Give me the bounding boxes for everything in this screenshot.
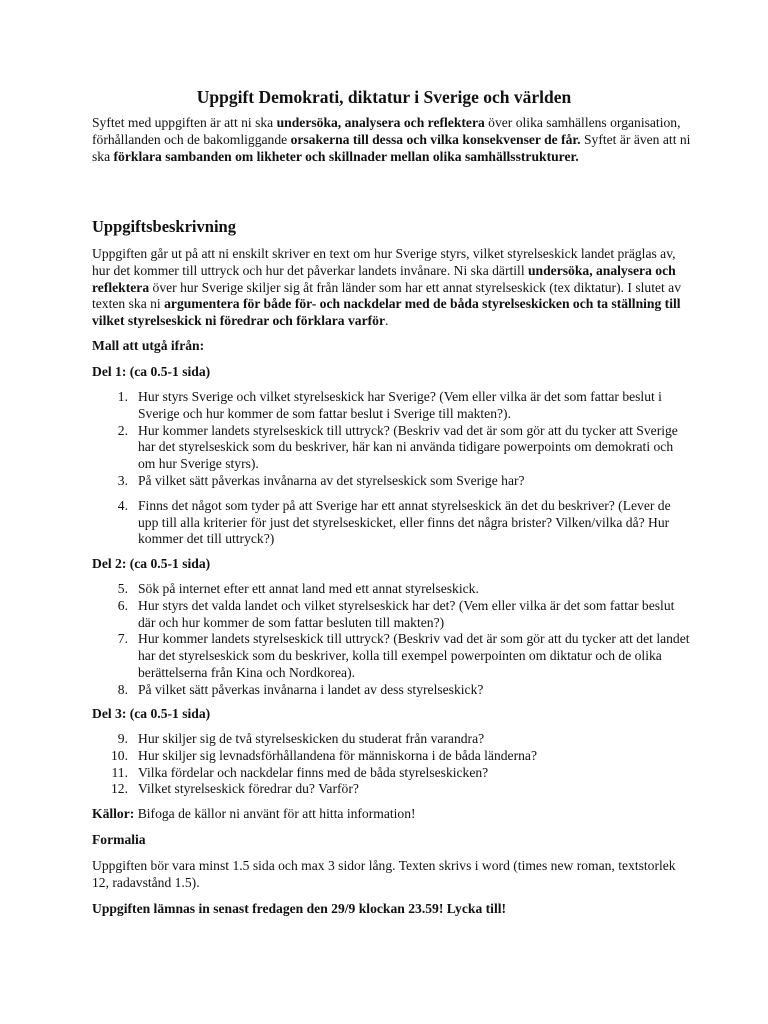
list-item bbox=[92, 581, 692, 598]
del3-heading: Del 3: (ca 0.5-1 sida) bbox=[92, 706, 211, 721]
del1-heading: Del 1: (ca 0.5-1 sida) bbox=[92, 364, 211, 379]
list-item-text: På vilket sätt påverkas invånarna i landet av dess styrelseskick? bbox=[138, 681, 484, 697]
list-item-text: Vilka fördelar och nackdelar finns med de båda styrelseskicken? bbox=[138, 764, 489, 780]
intro-run: över olika samhällens organisation, förhållanden och de bakomliggande bbox=[92, 115, 681, 147]
list-item-number: 12. bbox=[111, 781, 128, 797]
list-item-number: 4. bbox=[117, 497, 128, 513]
intro-paragraph bbox=[92, 115, 692, 165]
sources-label: Källor: bbox=[92, 806, 135, 821]
list-item-number: 10. bbox=[111, 747, 128, 763]
formalia-heading: Formalia bbox=[92, 832, 146, 847]
list-item-number: 5. bbox=[117, 581, 128, 596]
list-item bbox=[92, 498, 692, 548]
list-item-text: Vilket styrelseskick föredrar du? Varför? bbox=[138, 781, 359, 797]
intro-run: undersöka, analysera och reflektera bbox=[276, 115, 485, 130]
del2-list bbox=[92, 581, 692, 699]
description-run: argumentera för både för- och nackdelar med de båda styrelseskicken och ta ställning till vilket styrelseskick ni föredrar och förklara varför bbox=[92, 296, 681, 329]
list-item-number: 7. bbox=[117, 631, 128, 647]
list-item bbox=[92, 598, 692, 632]
template-heading: Mall att utgå ifrån: bbox=[92, 338, 205, 353]
list-item-number: 6. bbox=[117, 597, 128, 613]
del3-list bbox=[92, 731, 692, 798]
sources-line bbox=[92, 806, 692, 823]
list-item-text: Finns det något som tyder på att Sverige har ett annat styrelseskick än det du beskriver? (Lever de upp till alla kriterier för just det styrelseskicket, eller finns det några brister? Vilken/vilka då? Hur kommer det till uttryck?) bbox=[138, 497, 671, 547]
list-item-number: 9. bbox=[117, 731, 128, 746]
description-run: undersöka, analysera och reflektera bbox=[92, 262, 676, 295]
list-item-text: Sök på internet efter ett annat land med ett annat styrelseskick. bbox=[138, 581, 479, 596]
list-item bbox=[92, 682, 692, 699]
list-item bbox=[92, 765, 692, 782]
del2-heading: Del 2: (ca 0.5-1 sida) bbox=[92, 556, 211, 571]
list-item-text: Hur skiljer sig levnadsförhållandena för människorna i de båda länderna? bbox=[138, 747, 537, 763]
description-run: Uppgiften går ut på att ni enskilt skriver en text om hur Sverige styrs, vilket styrelseskick landet präglas av, hur det kommer till uttryck och hur det påverkar landets invånare. Ni ska därtill bbox=[92, 246, 676, 278]
list-item-number: 8. bbox=[117, 681, 128, 697]
list-item-number: 11. bbox=[111, 764, 128, 780]
list-item-number: 3. bbox=[117, 472, 128, 488]
list-item-text: Hur skiljer sig de två styrelseskicken du studerat från varandra? bbox=[138, 731, 485, 746]
list-item-text: Hur kommer landets styrelseskick till uttryck? (Beskriv vad det är som gör att du tycker att det landet har det styrelseskick som du beskriver, kolla till exempel powerpointen om diktatur och de olika berättelserna från Kina och Nordkorea). bbox=[138, 631, 690, 680]
intro-run: orsakerna till dessa och vilka konsekvenser de får. bbox=[290, 131, 581, 147]
formalia-paragraph: Uppgiften bör vara minst 1.5 sida och max 3 sidor lång. Texten skrivs i word (times new roman, textstorlek 12, radavstånd 1.5). bbox=[92, 858, 676, 890]
list-item bbox=[92, 731, 692, 748]
list-item bbox=[92, 631, 692, 681]
description-run: över hur Sverige skiljer sig åt från länder som har ett annat styrelseskick (tex diktatur). I slutet av texten ska ni bbox=[92, 279, 682, 312]
list-item-number: 2. bbox=[117, 422, 128, 438]
list-item-text: Hur styrs det valda landet och vilket styrelseskick har det? (Vem eller vilka är det som fattar beslut där och hur kommer de som fattar besluten till makten?) bbox=[138, 597, 675, 630]
description-paragraph bbox=[92, 246, 692, 330]
description-run: . bbox=[384, 313, 389, 329]
deadline-line: Uppgiften lämnas in senast fredagen den 29/9 klockan 23.59! Lycka till! bbox=[92, 901, 507, 916]
list-item bbox=[92, 781, 692, 798]
list-item-text: Hur styrs Sverige och vilket styrelseskick har Sverige? (Vem eller vilka är det som fattar beslut i Sverige och hur kommer de som fattar beslut i Sverige till makten?). bbox=[138, 389, 662, 421]
list-item-number: 1. bbox=[117, 389, 128, 404]
sources-text: Bifoga de källor ni använt för att hitta information! bbox=[134, 806, 416, 821]
section-heading: Uppgiftsbeskrivning bbox=[92, 217, 236, 236]
list-item bbox=[92, 473, 692, 490]
intro-run: Syftet är även att ni ska bbox=[92, 131, 691, 164]
list-item-text: På vilket sätt påverkas invånarna av det styrelseskick som Sverige har? bbox=[138, 472, 525, 488]
list-item bbox=[92, 748, 692, 765]
del1-list bbox=[92, 389, 692, 548]
list-item bbox=[92, 389, 692, 423]
list-item-text: Hur kommer landets styrelseskick till uttryck? (Beskriv vad det är som gör att du tycker att Sverige har det styrelseskick som du beskriver, här kan ni använda tidigare powerpoints om demokrati och om hur Sverige styrs). bbox=[138, 422, 678, 472]
list-item bbox=[92, 423, 692, 473]
intro-run: förklara sambanden om likheter och skillnader mellan olika samhällsstrukturer. bbox=[113, 148, 579, 164]
document-title: Uppgift Demokrati, diktatur i Sverige och världen bbox=[196, 87, 572, 107]
intro-run: Syftet med uppgiften är att ni ska bbox=[92, 115, 277, 130]
